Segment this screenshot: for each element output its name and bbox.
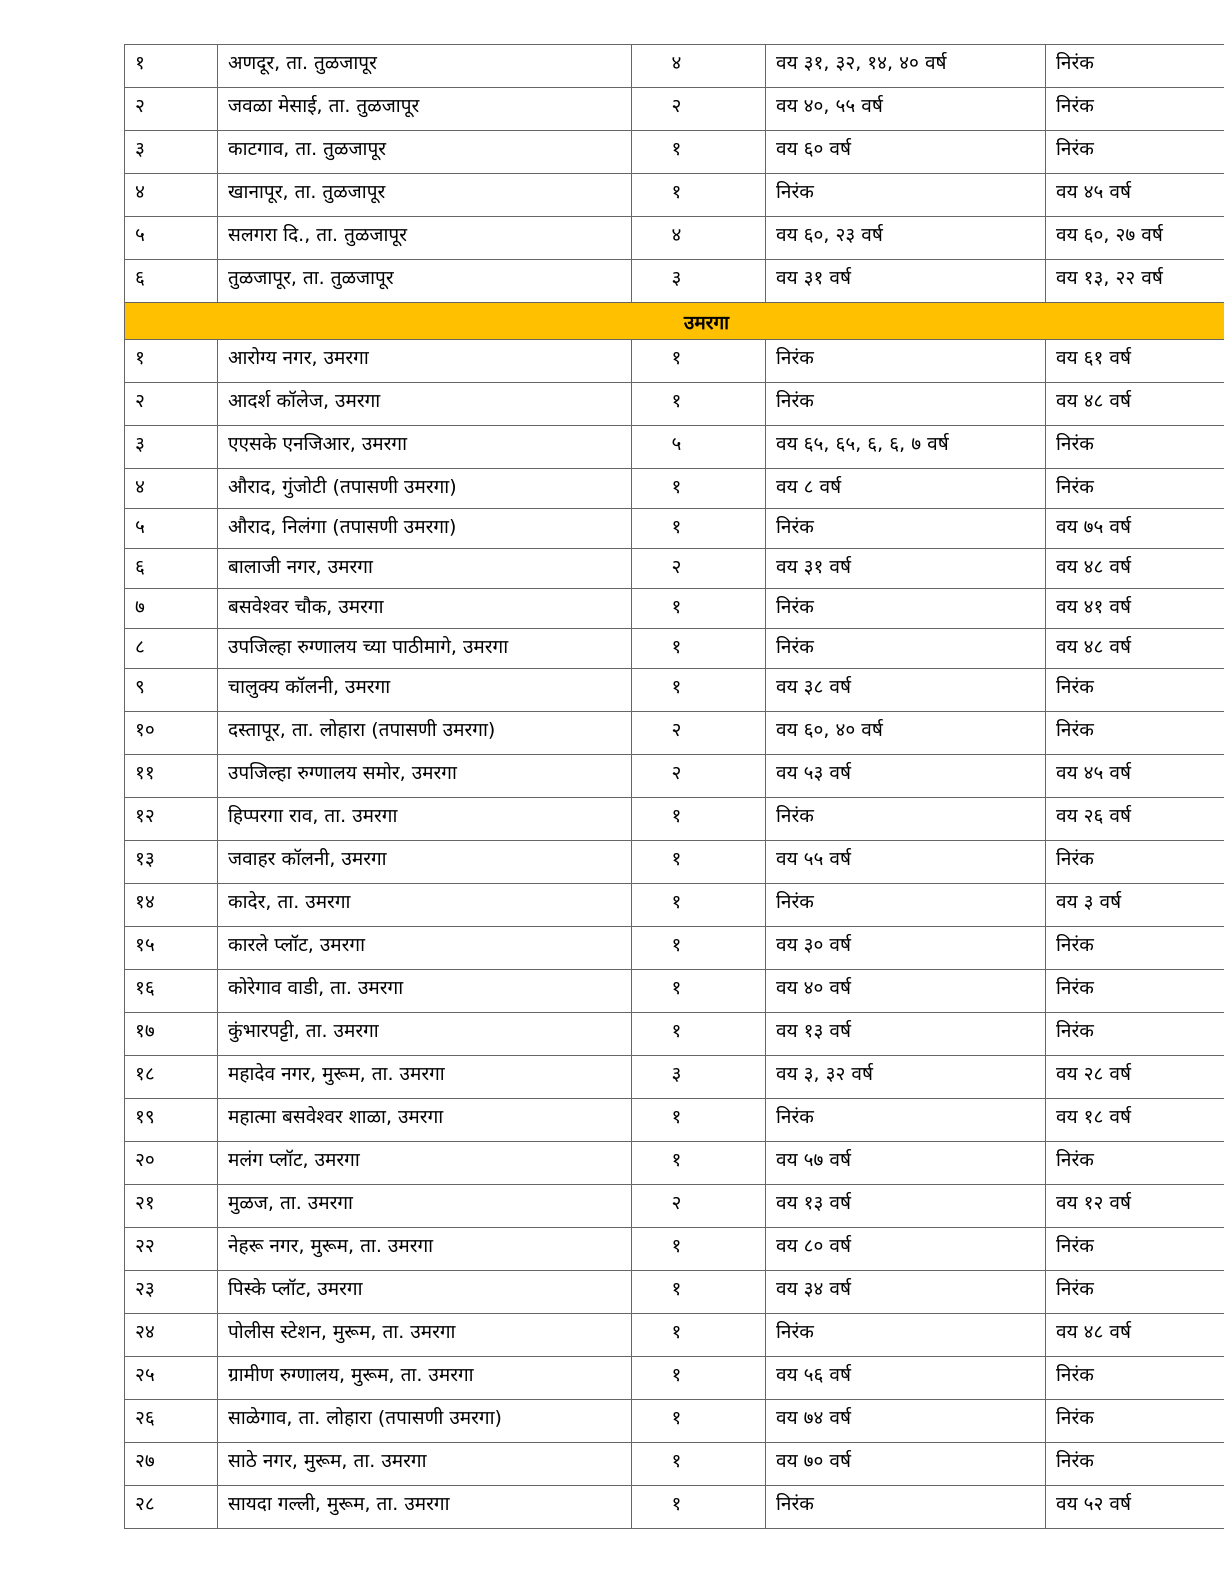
table-row [125,217,1224,260]
place-cell: मुळज, ता. उमरगा [218,1185,632,1228]
place-cell: एएसके एनजिआर, उमरगा [218,426,632,469]
serial-number-cell: ४ [125,469,218,509]
table-row [125,629,1224,669]
place-cell: आदर्श कॉलेज, उमरगा [218,383,632,426]
table-row [125,884,1224,927]
count-cell: २ [632,755,766,798]
table-row [125,88,1224,131]
place-cell: अणदूर, ता. तुळजापूर [218,45,632,88]
column-b-cell: वय ५२ वर्ष [1046,1486,1224,1529]
table-row [125,712,1224,755]
column-b-cell: वय ६०, २७ वर्ष [1046,217,1224,260]
count-cell: ३ [632,260,766,303]
column-b-cell: वय ४८ वर्ष [1046,383,1224,426]
place-cell: आरोग्य नगर, उमरगा [218,340,632,383]
column-a-cell: निरंक [766,1314,1046,1357]
serial-number-cell: ११ [125,755,218,798]
count-cell: १ [632,798,766,841]
column-a-cell: वय ५५ वर्ष [766,841,1046,884]
serial-number-cell: २३ [125,1271,218,1314]
column-b-cell: निरंक [1046,1443,1224,1486]
table-row [125,469,1224,509]
place-cell: महात्मा बसवेश्वर शाळा, उमरगा [218,1099,632,1142]
place-cell: साठे नगर, मुरूम, ता. उमरगा [218,1443,632,1486]
count-cell: ३ [632,1056,766,1099]
count-cell: १ [632,884,766,927]
count-cell: १ [632,669,766,712]
place-cell: कारले प्लॉट, उमरगा [218,927,632,970]
table-row [125,383,1224,426]
cases-table [124,44,1224,1529]
count-cell: १ [632,970,766,1013]
serial-number-cell: १ [125,45,218,88]
table-row [125,841,1224,884]
serial-number-cell: १३ [125,841,218,884]
place-cell: सायदा गल्ली, मुरूम, ता. उमरगा [218,1486,632,1529]
count-cell: १ [632,1271,766,1314]
count-cell: ५ [632,426,766,469]
column-b-cell: वय २६ वर्ष [1046,798,1224,841]
serial-number-cell: ५ [125,509,218,549]
column-b-cell: वय २८ वर्ष [1046,1056,1224,1099]
place-cell: उपजिल्हा रुग्णालय समोर, उमरगा [218,755,632,798]
column-b-cell: वय १३, २२ वर्ष [1046,260,1224,303]
count-cell: १ [632,340,766,383]
place-cell: सलगरा दि., ता. तुळजापूर [218,217,632,260]
table-row [125,1486,1224,1529]
serial-number-cell: १७ [125,1013,218,1056]
table-row [125,1013,1224,1056]
section-header-row [125,303,1224,340]
column-a-cell: निरंक [766,509,1046,549]
table-row [125,45,1224,88]
table-body-group-2 [125,340,1224,1529]
count-cell: १ [632,1013,766,1056]
column-a-cell: वय ७० वर्ष [766,1443,1046,1486]
column-b-cell: निरंक [1046,88,1224,131]
serial-number-cell: ९ [125,669,218,712]
place-cell: दस्तापूर, ता. लोहारा (तपासणी उमरगा) [218,712,632,755]
column-b-cell: वय ४८ वर्ष [1046,549,1224,589]
column-b-cell: निरंक [1046,1357,1224,1400]
column-a-cell: वय ८ वर्ष [766,469,1046,509]
serial-number-cell: ५ [125,217,218,260]
place-cell: महादेव नगर, मुरूम, ता. उमरगा [218,1056,632,1099]
count-cell: १ [632,1443,766,1486]
table-row [125,426,1224,469]
count-cell: १ [632,1357,766,1400]
table-row [125,509,1224,549]
table-row [125,1056,1224,1099]
column-b-cell: निरंक [1046,1228,1224,1271]
place-cell: कोरेगाव वाडी, ता. उमरगा [218,970,632,1013]
place-cell: पोलीस स्टेशन, मुरूम, ता. उमरगा [218,1314,632,1357]
place-cell: काटगाव, ता. तुळजापूर [218,131,632,174]
serial-number-cell: ३ [125,131,218,174]
column-a-cell: वय ८० वर्ष [766,1228,1046,1271]
serial-number-cell: २७ [125,1443,218,1486]
table-row [125,131,1224,174]
column-a-cell: वय १३ वर्ष [766,1185,1046,1228]
column-a-cell: निरंक [766,340,1046,383]
place-cell: औराद, निलंगा (तपासणी उमरगा) [218,509,632,549]
serial-number-cell: २८ [125,1486,218,1529]
column-b-cell: वय ७५ वर्ष [1046,509,1224,549]
serial-number-cell: ७ [125,589,218,629]
count-cell: १ [632,629,766,669]
table-row [125,1357,1224,1400]
table-row [125,340,1224,383]
column-b-cell: निरंक [1046,712,1224,755]
serial-number-cell: २२ [125,1228,218,1271]
column-a-cell: वय ६०, ४० वर्ष [766,712,1046,755]
place-cell: औराद, गुंजोटी (तपासणी उमरगा) [218,469,632,509]
column-a-cell: वय ३, ३२ वर्ष [766,1056,1046,1099]
column-a-cell: निरंक [766,589,1046,629]
count-cell: २ [632,1185,766,1228]
column-a-cell: वय ५३ वर्ष [766,755,1046,798]
table-row [125,549,1224,589]
place-cell: पिस्के प्लॉट, उमरगा [218,1271,632,1314]
column-b-cell: वय ४५ वर्ष [1046,755,1224,798]
table-row [125,1228,1224,1271]
serial-number-cell: ८ [125,629,218,669]
column-b-cell: वय ४१ वर्ष [1046,589,1224,629]
count-cell: १ [632,1400,766,1443]
place-cell: तुळजापूर, ता. तुळजापूर [218,260,632,303]
column-a-cell: निरंक [766,1486,1046,1529]
column-a-cell: निरंक [766,383,1046,426]
column-b-cell: निरंक [1046,469,1224,509]
place-cell: साळेगाव, ता. लोहारा (तपासणी उमरगा) [218,1400,632,1443]
place-cell: कुंभारपट्टी, ता. उमरगा [218,1013,632,1056]
table-row [125,755,1224,798]
column-b-cell: वय ४८ वर्ष [1046,1314,1224,1357]
count-cell: १ [632,927,766,970]
table-row [125,1443,1224,1486]
table-row [125,1314,1224,1357]
count-cell: १ [632,841,766,884]
serial-number-cell: ६ [125,260,218,303]
column-a-cell: वय ३१, ३२, १४, ४० वर्ष [766,45,1046,88]
serial-number-cell: १९ [125,1099,218,1142]
count-cell: १ [632,509,766,549]
column-b-cell: निरंक [1046,927,1224,970]
table-row [125,669,1224,712]
column-a-cell: वय ७४ वर्ष [766,1400,1046,1443]
serial-number-cell: १५ [125,927,218,970]
column-b-cell: निरंक [1046,426,1224,469]
count-cell: १ [632,1099,766,1142]
table-row [125,1400,1224,1443]
count-cell: ४ [632,217,766,260]
column-b-cell: निरंक [1046,1271,1224,1314]
serial-number-cell: २६ [125,1400,218,1443]
table-section [125,303,1224,340]
count-cell: १ [632,1142,766,1185]
document-page [124,44,1163,1529]
column-b-cell: वय ३ वर्ष [1046,884,1224,927]
place-cell: खानापूर, ता. तुळजापूर [218,174,632,217]
serial-number-cell: २१ [125,1185,218,1228]
serial-number-cell: २४ [125,1314,218,1357]
count-cell: १ [632,174,766,217]
column-a-cell: निरंक [766,798,1046,841]
serial-number-cell: ६ [125,549,218,589]
table-row [125,927,1224,970]
column-a-cell: वय ३१ वर्ष [766,260,1046,303]
serial-number-cell: १६ [125,970,218,1013]
serial-number-cell: १४ [125,884,218,927]
column-b-cell: वय ४८ वर्ष [1046,629,1224,669]
count-cell: ४ [632,45,766,88]
count-cell: १ [632,469,766,509]
column-a-cell: निरंक [766,884,1046,927]
column-b-cell: वय १२ वर्ष [1046,1185,1224,1228]
serial-number-cell: २ [125,88,218,131]
column-a-cell: वय ४०, ५५ वर्ष [766,88,1046,131]
serial-number-cell: १ [125,340,218,383]
section-title: उमरगा [125,303,1224,340]
table-body-group-1 [125,45,1224,303]
table-row [125,1271,1224,1314]
column-a-cell: वय ४० वर्ष [766,970,1046,1013]
table-row [125,798,1224,841]
column-b-cell: निरंक [1046,970,1224,1013]
count-cell: १ [632,1486,766,1529]
column-b-cell: निरंक [1046,131,1224,174]
column-b-cell: वय ६१ वर्ष [1046,340,1224,383]
serial-number-cell: ४ [125,174,218,217]
column-b-cell: निरंक [1046,1142,1224,1185]
serial-number-cell: १८ [125,1056,218,1099]
count-cell: १ [632,131,766,174]
column-b-cell: वय ४५ वर्ष [1046,174,1224,217]
column-a-cell: वय १३ वर्ष [766,1013,1046,1056]
column-a-cell: वय ६५, ६५, ६, ६, ७ वर्ष [766,426,1046,469]
count-cell: २ [632,712,766,755]
column-b-cell: निरंक [1046,1400,1224,1443]
column-a-cell: वय ६० वर्ष [766,131,1046,174]
column-a-cell: वय ३० वर्ष [766,927,1046,970]
place-cell: बसवेश्वर चौक, उमरगा [218,589,632,629]
table-row [125,1142,1224,1185]
table-row [125,1185,1224,1228]
serial-number-cell: २० [125,1142,218,1185]
column-b-cell: निरंक [1046,841,1224,884]
column-a-cell: निरंक [766,174,1046,217]
place-cell: हिप्परगा राव, ता. उमरगा [218,798,632,841]
place-cell: कादेर, ता. उमरगा [218,884,632,927]
place-cell: मलंग प्लॉट, उमरगा [218,1142,632,1185]
place-cell: ग्रामीण रुग्णालय, मुरूम, ता. उमरगा [218,1357,632,1400]
column-a-cell: वय ६०, २३ वर्ष [766,217,1046,260]
serial-number-cell: ३ [125,426,218,469]
column-a-cell: निरंक [766,1099,1046,1142]
count-cell: १ [632,1228,766,1271]
table-row [125,174,1224,217]
column-a-cell: निरंक [766,629,1046,669]
count-cell: १ [632,383,766,426]
column-a-cell: वय ३१ वर्ष [766,549,1046,589]
column-b-cell: निरंक [1046,1013,1224,1056]
table-row [125,970,1224,1013]
column-a-cell: वय ३४ वर्ष [766,1271,1046,1314]
count-cell: २ [632,88,766,131]
place-cell: जवाहर कॉलनी, उमरगा [218,841,632,884]
column-a-cell: वय ३८ वर्ष [766,669,1046,712]
place-cell: उपजिल्हा रुग्णालय च्या पाठीमागे, उमरगा [218,629,632,669]
table-row [125,589,1224,629]
place-cell: नेहरू नगर, मुरूम, ता. उमरगा [218,1228,632,1271]
place-cell: चालुक्य कॉलनी, उमरगा [218,669,632,712]
serial-number-cell: १० [125,712,218,755]
column-a-cell: वय ५७ वर्ष [766,1142,1046,1185]
place-cell: जवळा मेसाई, ता. तुळजापूर [218,88,632,131]
count-cell: १ [632,1314,766,1357]
table-row [125,1099,1224,1142]
column-b-cell: निरंक [1046,669,1224,712]
column-b-cell: निरंक [1046,45,1224,88]
column-b-cell: वय १८ वर्ष [1046,1099,1224,1142]
count-cell: १ [632,589,766,629]
table-row [125,260,1224,303]
serial-number-cell: २ [125,383,218,426]
place-cell: बालाजी नगर, उमरगा [218,549,632,589]
serial-number-cell: २५ [125,1357,218,1400]
column-a-cell: वय ५६ वर्ष [766,1357,1046,1400]
count-cell: २ [632,549,766,589]
serial-number-cell: १२ [125,798,218,841]
